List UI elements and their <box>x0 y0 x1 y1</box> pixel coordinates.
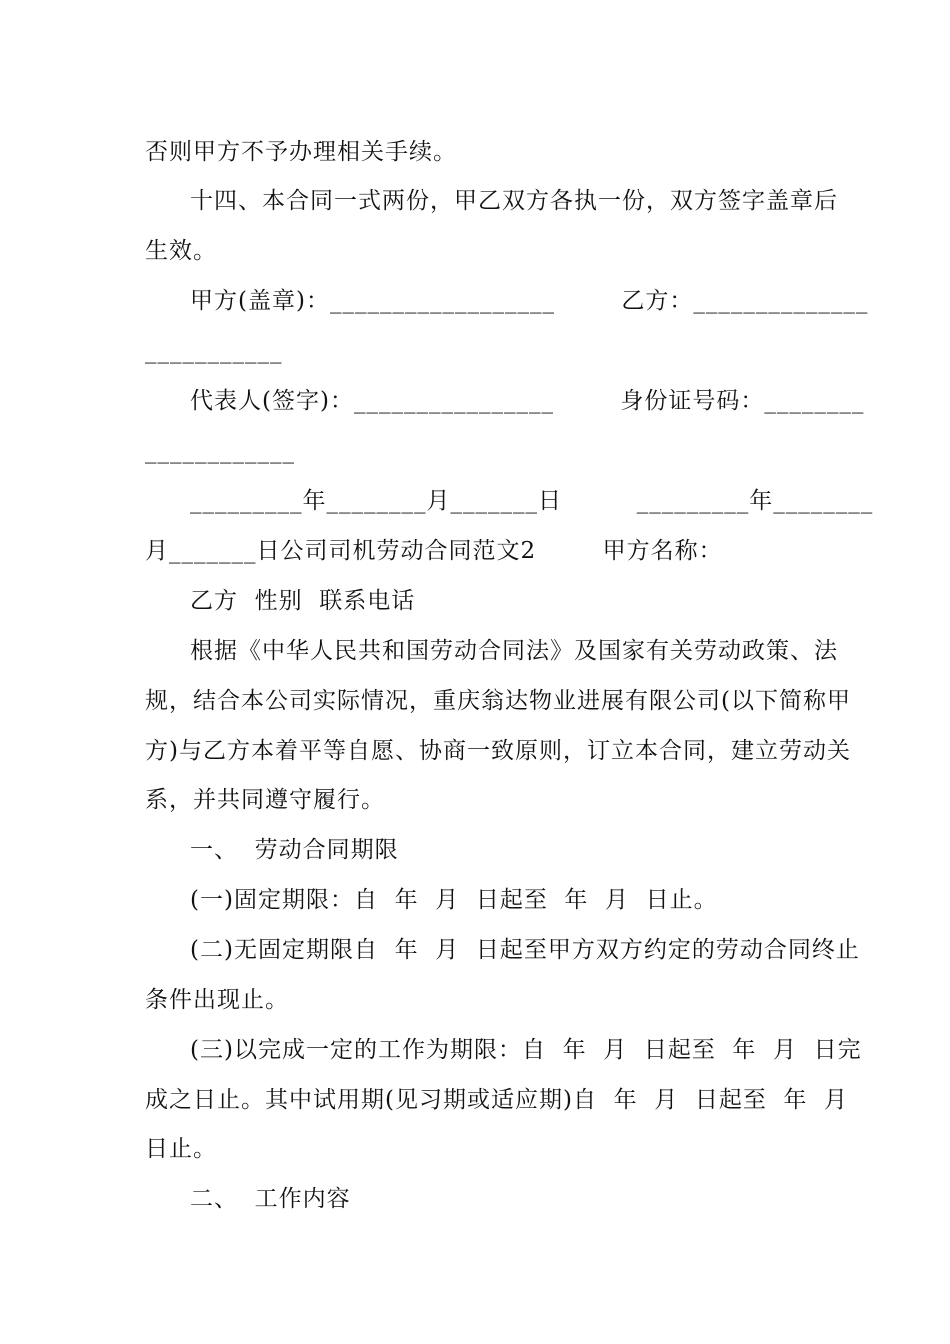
date-line: _________年________月_______日 _________年________ <box>190 488 874 514</box>
text-line: (一)固定期限：自 年 月 日起至 年 月 日止。 <box>190 887 718 913</box>
text-line: 生效。 <box>145 238 217 264</box>
text-line: 乙方 性别 联系电话 <box>190 588 416 614</box>
text-line: 根据《中华人民共和国劳动合同法》及国家有关劳动政策、法 <box>190 638 838 664</box>
text-line: ___________ <box>145 338 283 364</box>
text-line: (三)以完成一定的工作为期限：自 年 月 日起至 年 月 日完 <box>190 1037 862 1063</box>
section-heading: 一、 劳动合同期限 <box>190 837 399 863</box>
text-line: 十四、本合同一式两份，甲乙双方各执一份，双方签字盖章后 <box>190 188 838 214</box>
signature-line-representative: 代表人(签字)：________________ 身份证号码：________ <box>190 388 865 414</box>
text-line: 条件出现止。 <box>145 987 289 1013</box>
text-line: 规，结合本公司实际情况，重庆翁达物业进展有限公司(以下简称甲 <box>145 688 851 714</box>
text-line: 方)与乙方本着平等自愿、协商一致原则，订立本合同，建立劳动关 <box>145 738 851 764</box>
text-line: (二)无固定期限自 年 月 日起至甲方双方约定的劳动合同终止 <box>190 937 860 963</box>
text-line: ____________ <box>145 438 295 464</box>
signature-line-party-a: 甲方(盖章)：__________________ 乙方：______________ <box>190 288 869 314</box>
text-line: 日止。 <box>145 1136 217 1162</box>
text-line: 系，并共同遵守履行。 <box>145 787 385 813</box>
text-line: 否则甲方不予办理相关手续。 <box>145 139 457 165</box>
text-line: 月_______日公司司机劳动合同范文2 甲方名称： <box>145 538 723 564</box>
text-line: 成之日止。其中试用期(见习期或适应期)自 年 月 日起至 年 月 <box>145 1087 849 1113</box>
section-heading: 二、 工作内容 <box>190 1186 351 1212</box>
